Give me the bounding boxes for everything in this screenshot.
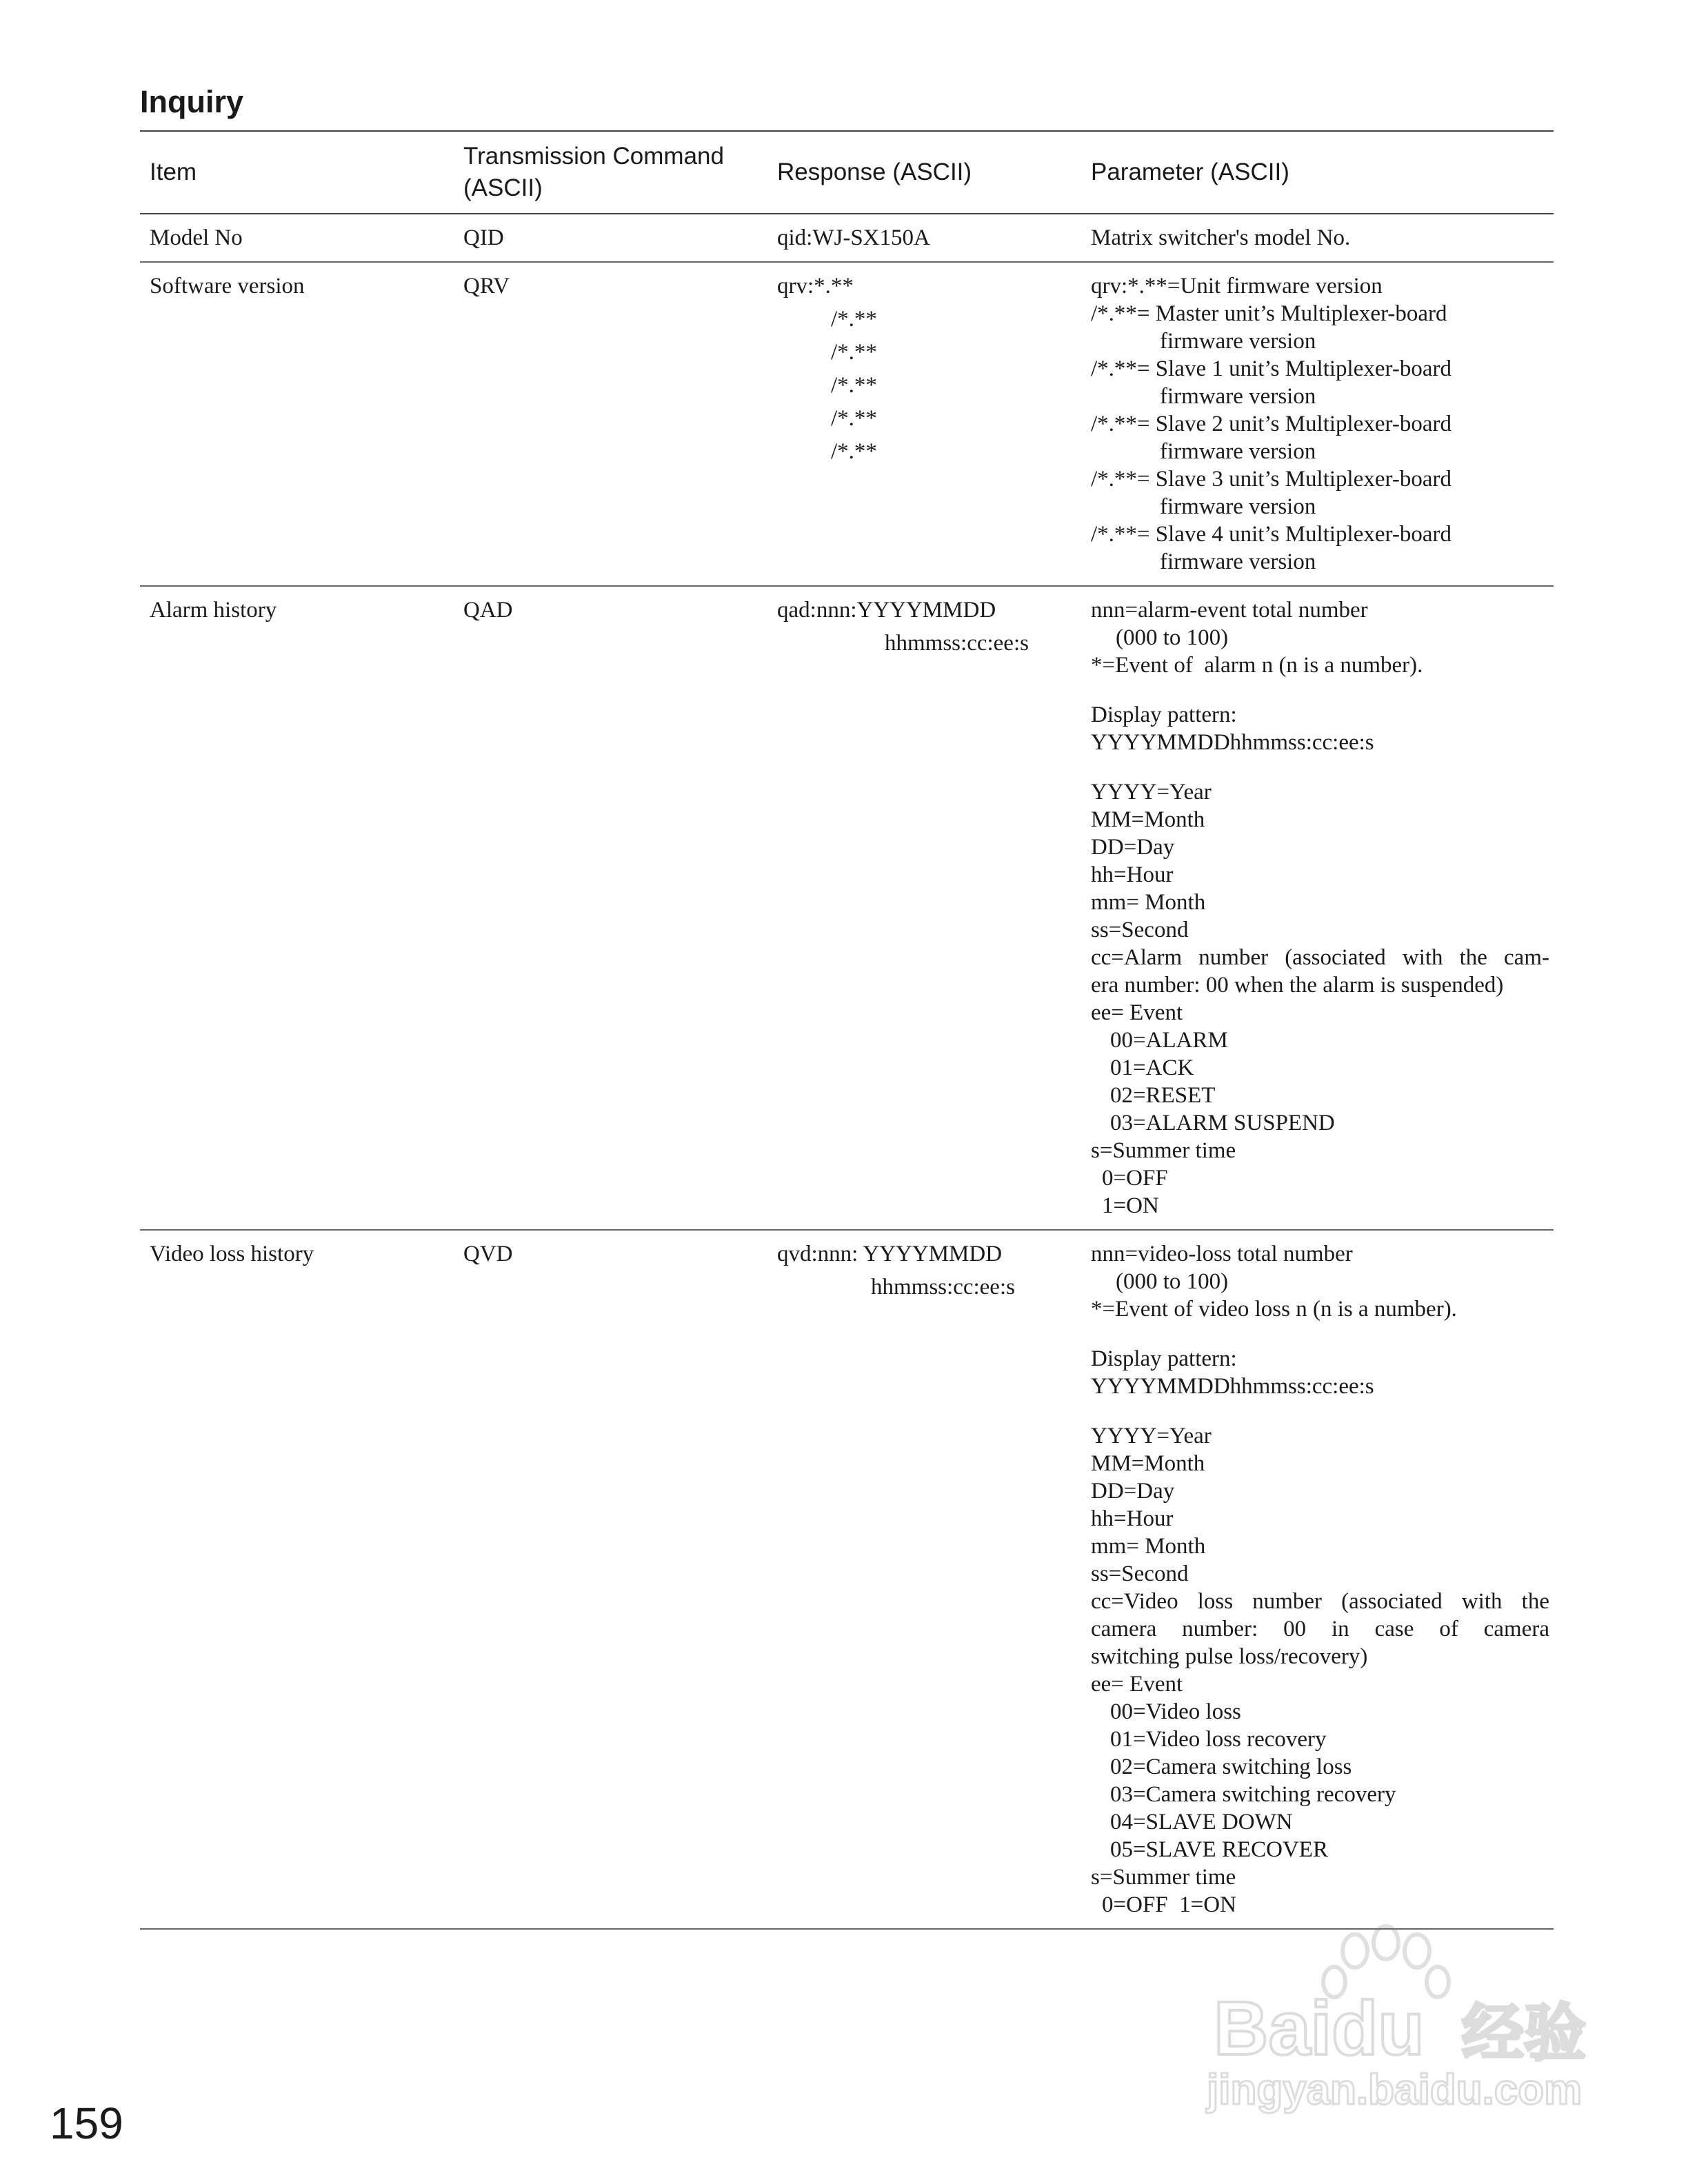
header-item: Item	[140, 131, 454, 214]
param-line: firmware version	[1160, 384, 1316, 409]
response-line: qad:nnn:YYYYMMDD	[777, 598, 996, 623]
param-line: 00=ALARM	[1110, 1028, 1228, 1053]
param-line: firmware version	[1160, 494, 1316, 519]
header-command: Transmission Command (ASCII)	[454, 131, 767, 214]
param-line: switching pulse loss/recovery)	[1091, 1644, 1368, 1669]
response-line: /*.**	[831, 307, 877, 332]
cell-item: Software version	[140, 262, 454, 586]
param-line: Display pattern:	[1091, 702, 1237, 727]
spacer	[1091, 1323, 1554, 1345]
param-line: (000 to 100)	[1116, 1269, 1229, 1294]
cell-parameter	[1081, 586, 1554, 1230]
param-line: 1=ON	[1102, 1193, 1159, 1218]
param-line: s=Summer time	[1091, 1138, 1236, 1163]
param-line: *=Event of video loss n (n is a number).	[1091, 1297, 1457, 1322]
param-line: ss=Second	[1091, 918, 1189, 942]
param-line: 03=ALARM SUSPEND	[1110, 1111, 1335, 1135]
response-line: hhmmss:cc:ee:s	[871, 1275, 1015, 1300]
param-line: ee= Event	[1091, 1672, 1183, 1697]
cell-command: QAD	[454, 586, 767, 1230]
table-row-alarm	[140, 586, 1554, 1230]
cell-command: QRV	[454, 262, 767, 586]
cell-command: QVD	[454, 1230, 767, 1929]
param-line: YYYYMMDDhhmmss:cc:ee:s	[1091, 1374, 1374, 1399]
param-line: hh=Hour	[1091, 862, 1174, 887]
param-line: /*.**= Slave 4 unit’s Multiplexer-board	[1091, 522, 1451, 547]
param-line: qrv:*.**=Unit firmware version	[1091, 274, 1383, 299]
table-header-row	[140, 131, 1554, 214]
spacer	[1091, 1400, 1554, 1422]
param-line: 03=Camera switching recovery	[1110, 1782, 1396, 1807]
cell-response	[767, 586, 1081, 1230]
param-line: mm= Month	[1091, 1534, 1206, 1559]
response-line: /*.**	[831, 340, 877, 365]
param-line: (000 to 100)	[1116, 625, 1229, 650]
cell-parameter	[1081, 1230, 1554, 1929]
param-line: /*.**= Slave 2 unit’s Multiplexer-board	[1091, 412, 1451, 436]
param-line: cc=Video loss number (associated with the	[1091, 1589, 1549, 1614]
cell-response: qid:WJ-SX150A	[767, 214, 1081, 262]
header-parameter: Parameter (ASCII)	[1081, 131, 1554, 214]
param-line: 01=Video loss recovery	[1110, 1727, 1327, 1752]
cell-parameter: Matrix switcher's model No.	[1081, 214, 1554, 262]
cell-item: Model No	[140, 214, 454, 262]
inquiry-table	[140, 130, 1554, 1930]
param-line: 01=ACK	[1110, 1055, 1194, 1080]
response-line: /*.**	[831, 406, 877, 431]
page-number: 159	[50, 2099, 123, 2148]
cell-response	[767, 1230, 1081, 1929]
param-line: s=Summer time	[1091, 1865, 1236, 1890]
param-line: Display pattern:	[1091, 1346, 1237, 1371]
param-line: 02=Camera switching loss	[1110, 1755, 1352, 1779]
cell-item: Video loss history	[140, 1230, 454, 1929]
cell-command: QID	[454, 214, 767, 262]
param-line: 02=RESET	[1110, 1083, 1216, 1108]
param-line: 05=SLAVE RECOVER	[1110, 1837, 1328, 1862]
param-line: camera number: 00 in case of camera	[1091, 1617, 1549, 1641]
param-line: firmware version	[1160, 439, 1316, 464]
page-title: Inquiry	[140, 84, 244, 119]
param-line: 0=OFF 1=ON	[1102, 1892, 1236, 1917]
table-row-software	[140, 262, 1554, 586]
cell-parameter	[1081, 262, 1554, 586]
spacer	[1091, 679, 1554, 701]
watermark-cn: 经验	[1462, 1997, 1586, 2070]
param-line: /*.**= Master unit’s Multiplexer-board	[1091, 301, 1447, 326]
param-line: MM=Month	[1091, 1451, 1205, 1476]
param-line: mm= Month	[1091, 890, 1206, 915]
baidu-watermark	[1186, 1923, 1600, 2116]
param-line: ss=Second	[1091, 1561, 1189, 1586]
param-line: nnn=alarm-event total number	[1091, 598, 1368, 623]
param-line: nnn=video-loss total number	[1091, 1242, 1353, 1266]
param-line: /*.**= Slave 3 unit’s Multiplexer-board	[1091, 467, 1451, 492]
spacer	[1091, 756, 1554, 778]
param-line: era number: 00 when the alarm is suspended)	[1091, 973, 1504, 998]
param-line: YYYYMMDDhhmmss:cc:ee:s	[1091, 730, 1374, 755]
param-line: 0=OFF	[1102, 1166, 1168, 1191]
param-line: 00=Video loss	[1110, 1699, 1241, 1724]
response-line: qrv:*.**	[777, 274, 854, 299]
table-row-model	[140, 214, 1554, 262]
param-line: MM=Month	[1091, 807, 1205, 832]
param-line: firmware version	[1160, 329, 1316, 354]
param-line: cc=Alarm number (associated with the cam-	[1091, 945, 1549, 970]
header-response: Response (ASCII)	[767, 131, 1081, 214]
param-line: ee= Event	[1091, 1000, 1183, 1025]
table-row-video-loss	[140, 1230, 1554, 1929]
param-line: YYYY=Year	[1091, 1424, 1212, 1448]
param-line: DD=Day	[1091, 835, 1175, 860]
watermark-url: jingyan.baidu.com	[1207, 2066, 1582, 2114]
watermark-brand: Baidu	[1214, 1986, 1425, 2071]
response-line: /*.**	[831, 373, 877, 398]
param-line: firmware version	[1160, 549, 1316, 574]
param-line: DD=Day	[1091, 1479, 1175, 1504]
param-line: YYYY=Year	[1091, 780, 1212, 805]
param-line: /*.**= Slave 1 unit’s Multiplexer-board	[1091, 356, 1451, 381]
cell-response	[767, 262, 1081, 586]
cell-item: Alarm history	[140, 586, 454, 1230]
param-line: hh=Hour	[1091, 1506, 1174, 1531]
response-line: qvd:nnn: YYYYMMDD	[777, 1242, 1003, 1266]
response-line: hhmmss:cc:ee:s	[885, 631, 1029, 656]
param-line: 04=SLAVE DOWN	[1110, 1810, 1293, 1834]
param-line: *=Event of alarm n (n is a number).	[1091, 653, 1423, 678]
response-line: /*.**	[831, 439, 877, 464]
